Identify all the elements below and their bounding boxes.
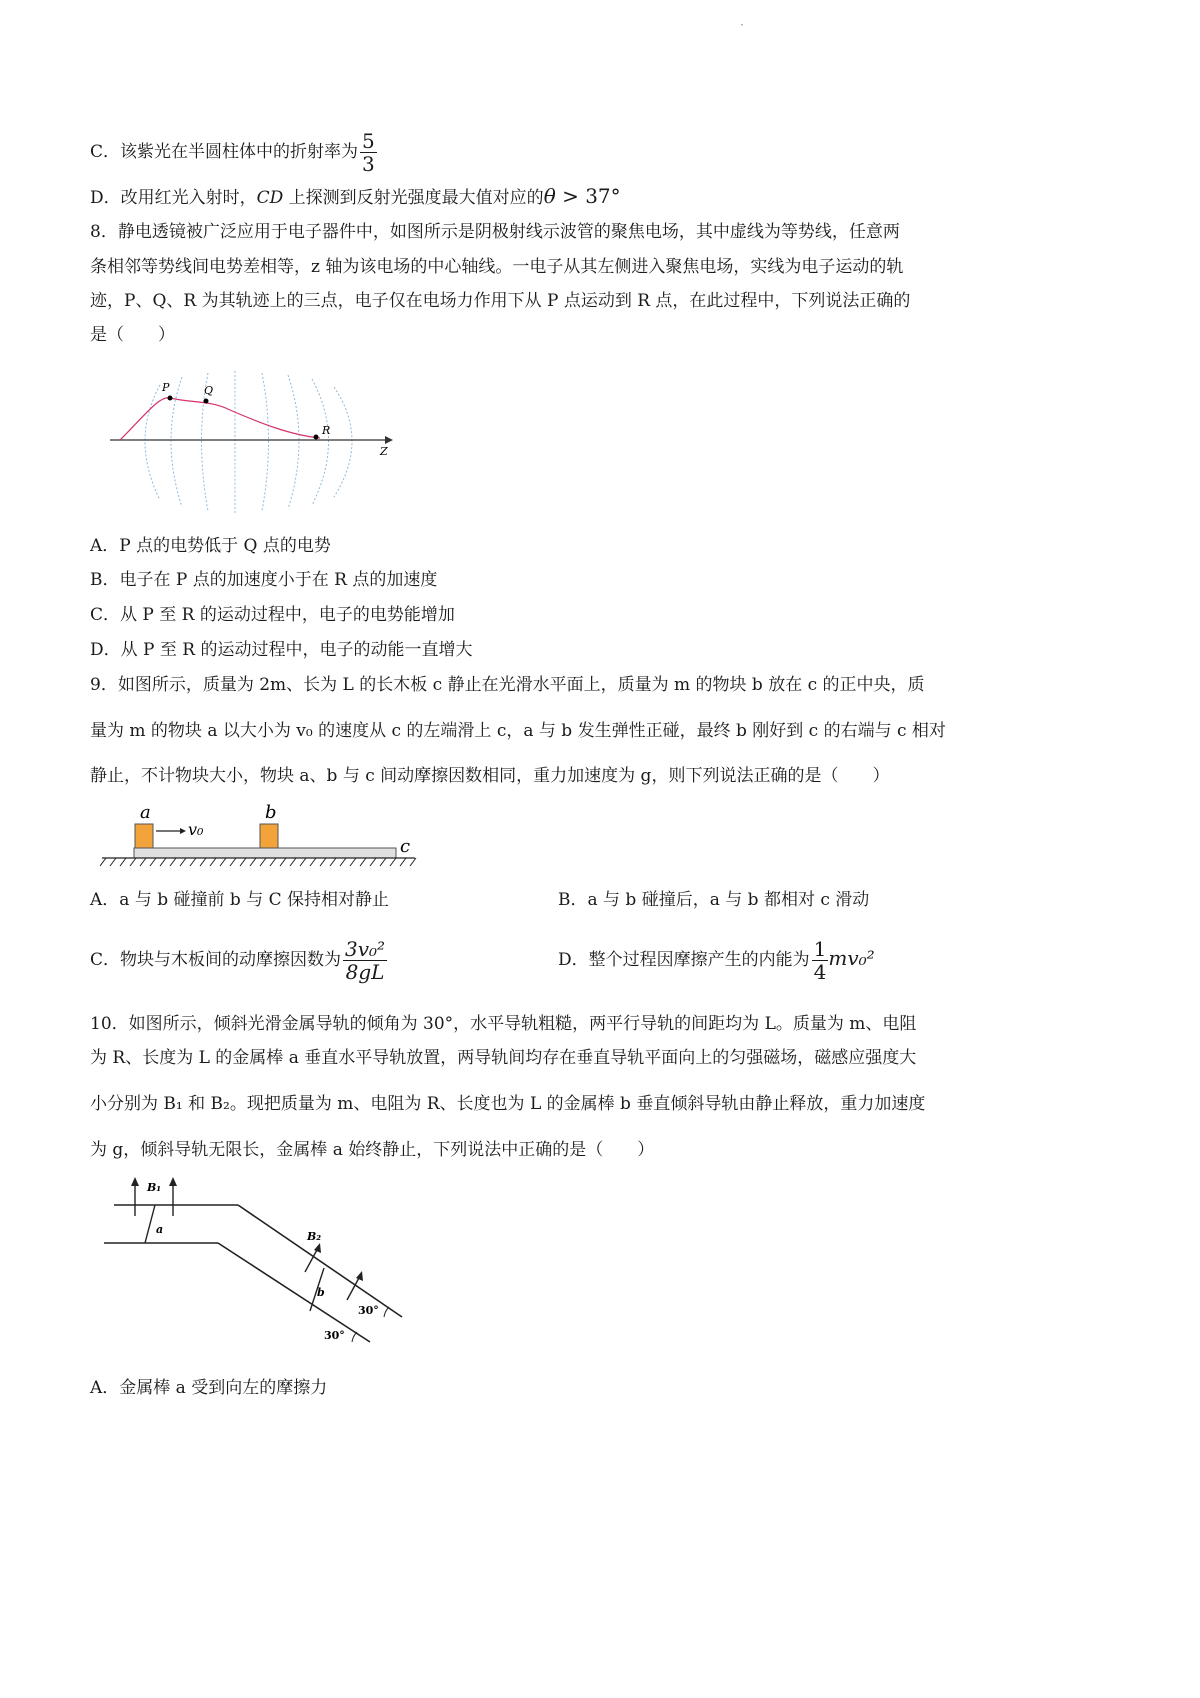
q8-line-4: 是（ ） bbox=[90, 325, 175, 345]
q8-line-1: 8．静电透镜被广泛应用于电子器件中，如图所示是阴极射线示波管的聚焦电场，其中虚线为等势线，任意两 bbox=[90, 222, 900, 242]
q9-line-2: 量为 m 的物块 a 以大小为 v₀ 的速度从 c 的左端滑上 c，a 与 b 发生弹性正碰，最终 b 刚好到 c 的右端与 c 相对 bbox=[90, 721, 946, 741]
q8-line-3: 迹，P、Q、R 为其轨迹上的三点，电子仅在电场力作用下从 P 点运动到 R 点，在此过程中，下列说法正确的 bbox=[90, 291, 911, 311]
q9-c-fraction: $\frac{\text{3v₀²}}{8gL}$ bbox=[345, 937, 386, 984]
label-b: b bbox=[265, 802, 277, 823]
q9-option-b: B．a 与 b 碰撞后，a 与 b 都相对 c 滑动 bbox=[558, 890, 870, 910]
point-p bbox=[168, 396, 173, 401]
rod-a bbox=[145, 1205, 155, 1243]
label-b1: B₁ bbox=[147, 1181, 162, 1194]
label-angle-lower: 30° bbox=[324, 1329, 345, 1342]
q10-line-3: 小分别为 B₁ 和 B₂。现把质量为 m、电阻为 R、长度也为 L 的金属棒 b 垂直倾斜导轨由静止释放，重力加速度 bbox=[90, 1094, 926, 1114]
q9-figure bbox=[100, 800, 420, 872]
point-r bbox=[314, 435, 319, 440]
q7-option-d: D．改用红光入射时，CD 上探测到反射光强度最大值对应的θ > 37° bbox=[90, 184, 621, 208]
label-z: Z bbox=[380, 445, 388, 458]
block-b bbox=[260, 824, 278, 848]
label-v0: v₀ bbox=[188, 820, 204, 839]
q10-option-a: A．金属棒 a 受到向左的摩擦力 bbox=[90, 1378, 328, 1398]
label-a: a bbox=[140, 802, 151, 823]
q9-option-a: A．a 与 b 碰撞前 b 与 C 保持相对静止 bbox=[90, 890, 390, 910]
q7-option-c: C．该紫光在半圆柱体中的折射率为 $\frac{5}{3}$ bbox=[90, 129, 375, 176]
q7-c-fraction: $\frac{5}{3}$ bbox=[362, 129, 375, 176]
q10-line-2: 为 R、长度为 L 的金属棒 a 垂直水平导轨放置，两导轨间均存在垂直导轨平面向上的匀强磁场，磁感应强度大 bbox=[90, 1048, 917, 1068]
q9-line-1: 9．如图所示，质量为 2m、长为 L 的长木板 c 静止在光滑水平面上，质量为 m 的物块 b 放在 c 的正中央，质 bbox=[90, 675, 925, 695]
point-q bbox=[204, 399, 209, 404]
q9-option-c: C．物块与木板间的动摩擦因数为 $\frac{\text{3v₀²}}{8gL}$ bbox=[90, 937, 386, 984]
q8-line-2: 条相邻等势线间电势差相等，z 轴为该电场的中心轴线。一电子从其左侧进入聚焦电场，实线为电子运动的轨 bbox=[90, 257, 904, 277]
q8-option-a: A．P 点的电势低于 Q 点的电势 bbox=[90, 536, 331, 556]
label-angle-upper: 30° bbox=[358, 1304, 379, 1317]
q8-option-d: D．从 P 至 R 的运动过程中，电子的动能一直增大 bbox=[90, 640, 473, 660]
q8-option-c: C．从 P 至 R 的运动过程中，电子的电势能增加 bbox=[90, 605, 455, 625]
label-c: c bbox=[400, 836, 411, 857]
label-q: Q bbox=[204, 384, 214, 397]
q9-d-fraction: $\frac{1}{4}$ bbox=[813, 937, 827, 984]
q10-figure bbox=[100, 1176, 415, 1348]
q10-line-1: 10．如图所示，倾斜光滑金属导轨的倾角为 30°，水平导轨粗糙，两平行导轨的间距均为 L。质量为 m、电阻 bbox=[90, 1014, 917, 1034]
label-b: b bbox=[317, 1286, 325, 1299]
label-a: a bbox=[156, 1223, 164, 1236]
q9-option-d: D．整个过程因摩擦产生的内能为 $\frac{1}{4}$ mv₀² bbox=[558, 937, 875, 984]
label-r: R bbox=[322, 424, 331, 437]
q10-line-4: 为 g，倾斜导轨无限长，金属棒 a 始终静止，下列说法中正确的是（ ） bbox=[90, 1140, 655, 1160]
q8-option-b: B．电子在 P 点的加速度小于在 R 点的加速度 bbox=[90, 570, 438, 590]
block-a bbox=[135, 824, 153, 848]
label-p: P bbox=[162, 381, 170, 394]
page-mark: · bbox=[740, 18, 744, 32]
q9-line-3: 静止，不计物块大小，物块 a、b 与 c 间动摩擦因数相同，重力加速度为 g，则下列说法正确的是（ ） bbox=[90, 766, 890, 786]
label-b2: B₂ bbox=[307, 1230, 322, 1243]
q8-figure bbox=[100, 365, 410, 515]
board-c bbox=[134, 848, 396, 858]
